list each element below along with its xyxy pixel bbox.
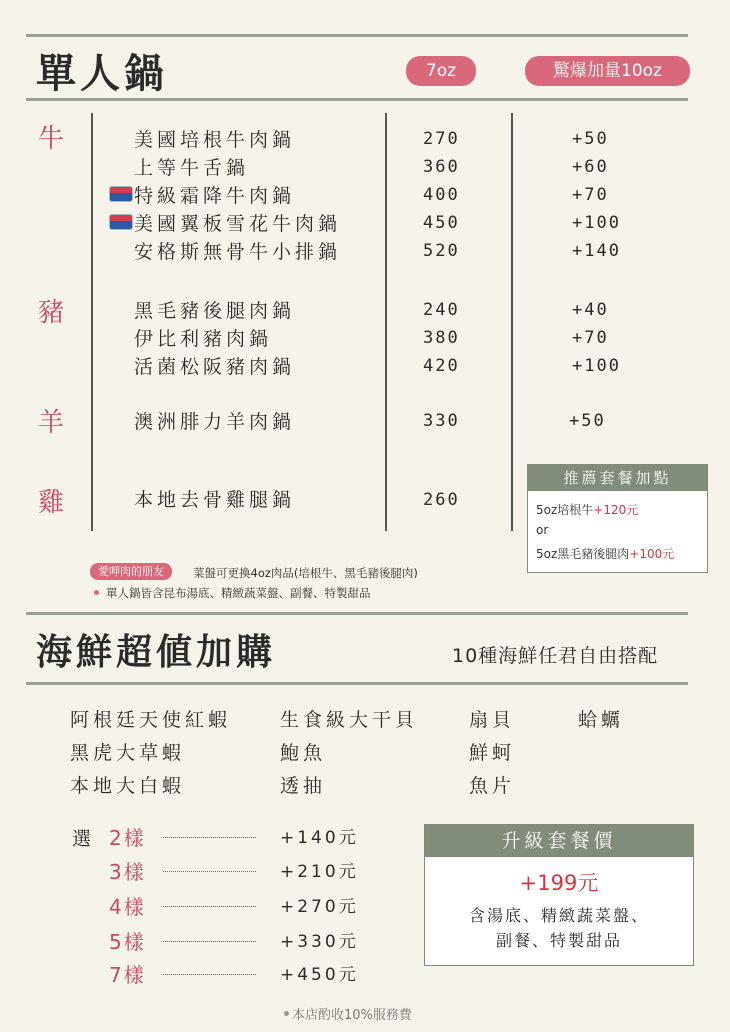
- option-price: +450元: [280, 965, 359, 985]
- menu-item-price: 240: [423, 300, 460, 320]
- menu-item-price: 330: [423, 411, 460, 431]
- menu-item-name: 上等牛舌鍋: [134, 157, 250, 179]
- menu-item-price: 520: [423, 241, 460, 261]
- recommend-price: +120元: [593, 503, 639, 517]
- menu-item-price: 400: [423, 185, 460, 205]
- menu-item-name: 特級霜降牛肉鍋: [134, 185, 296, 207]
- service-charge-note: 本店酌收10%服務費: [292, 1008, 412, 1023]
- seafood-subtitle: 10種海鮮任君自由搭配: [452, 645, 659, 667]
- usda-prime-icon: [109, 214, 133, 230]
- option-price: +210元: [280, 862, 359, 882]
- menu-item-upgrade: +140: [572, 241, 621, 261]
- note-2: 單人鍋皆含昆布湯底、精緻蔬菜盤、副餐、特製甜品: [106, 586, 371, 600]
- menu-item-name: 美國翼板雪花牛肉鍋: [134, 213, 342, 235]
- seafood-item: 生食級大干貝: [280, 709, 419, 731]
- menu-item-price: 420: [423, 356, 460, 376]
- recommend-line-1: [536, 501, 638, 518]
- menu-item-name: 伊比利豬肉鍋: [134, 328, 273, 350]
- menu-item-price: 380: [423, 328, 460, 348]
- usda-prime-icon: [109, 186, 133, 202]
- upgrade-title: 升級套餐價: [425, 825, 693, 857]
- dotted-leader: [163, 974, 256, 975]
- recommend-item: 5oz黑毛豬後腿肉: [536, 547, 630, 561]
- menu-item-name: 美國培根牛肉鍋: [134, 129, 296, 151]
- menu-item-name: 活菌松阪豬肉鍋: [134, 356, 296, 378]
- seafood-item: 阿根廷天使紅蝦: [70, 709, 232, 731]
- dotted-leader: [163, 837, 256, 838]
- upgrade-price: +199元: [519, 871, 599, 895]
- seafood-item: 鮑魚: [280, 742, 327, 764]
- option-price: +330元: [280, 932, 359, 952]
- menu-item-name: 黑毛豬後腿肉鍋: [134, 300, 296, 322]
- seafood-item: 扇貝: [469, 709, 516, 731]
- seafood-item: 魚片: [469, 775, 516, 797]
- category-beef: 牛: [38, 124, 65, 154]
- menu-item-upgrade: +70: [572, 328, 609, 348]
- menu-item-upgrade: +40: [572, 300, 609, 320]
- menu-item-price: 450: [423, 213, 460, 233]
- seafood-title: 海鮮超値加購: [36, 632, 277, 673]
- divider-right: [511, 113, 513, 531]
- menu-item-upgrade: +100: [572, 213, 621, 233]
- recommend-price: +100元: [629, 547, 675, 561]
- note-tag: 愛呷肉的朋友: [90, 563, 172, 580]
- option-qty: 5樣: [109, 930, 146, 954]
- recommend-line-2: [536, 545, 674, 562]
- bullet-icon: [94, 590, 99, 595]
- upgrade-line-1: 含湯底、精緻蔬菜盤、: [468, 906, 649, 925]
- recommend-item: 5oz培根牛: [536, 503, 594, 517]
- seafood-item: 鮮蚵: [469, 742, 516, 764]
- menu-item-upgrade: +50: [569, 411, 606, 431]
- option-qty: 2樣: [109, 826, 146, 850]
- menu-item-upgrade: +50: [572, 129, 609, 149]
- option-price: +140元: [280, 828, 359, 848]
- upgrade-line-2: 副餐、特製甜品: [495, 931, 622, 950]
- seafood-header-rule: [26, 682, 688, 685]
- category-lamb: 羊: [38, 408, 65, 438]
- col-7oz-pill: 7oz: [406, 56, 476, 86]
- col-upgrade-pill: 驚爆加量10oz: [525, 56, 690, 86]
- seafood-top-rule: [26, 612, 688, 615]
- dotted-leader: [163, 871, 256, 872]
- menu-item-name: 本地去骨雞腿鍋: [134, 489, 296, 511]
- option-qty: 7樣: [109, 963, 146, 987]
- option-qty: 4樣: [109, 895, 146, 919]
- option-qty: 3樣: [109, 860, 146, 884]
- seafood-item: 黑虎大草蝦: [70, 742, 186, 764]
- recommend-or: or: [536, 523, 549, 537]
- divider-left: [91, 113, 93, 531]
- menu-item-upgrade: +60: [572, 157, 609, 177]
- seafood-item: 蛤蠣: [578, 709, 625, 731]
- menu-item-price: 270: [423, 129, 460, 149]
- category-pork: 豬: [38, 298, 65, 328]
- dotted-leader: [163, 941, 256, 942]
- upgrade-box: [424, 824, 694, 966]
- header-rule: [26, 98, 688, 101]
- seafood-item: 透抽: [280, 775, 327, 797]
- option-price: +270元: [280, 897, 359, 917]
- seafood-item: 本地大白蝦: [70, 775, 186, 797]
- menu-item-upgrade: +70: [572, 185, 609, 205]
- category-chicken: 雞: [38, 488, 65, 518]
- menu-item-upgrade: +100: [572, 356, 621, 376]
- hotpot-title: 單人鍋: [36, 51, 168, 97]
- menu-item-price: 360: [423, 157, 460, 177]
- select-label: 選: [72, 828, 92, 850]
- top-rule: [26, 34, 688, 37]
- menu-item-name: 澳洲腓力羊肉鍋: [134, 411, 296, 433]
- note-1: 菜盤可更換4oz肉品(培根牛、黑毛豬後腿肉): [193, 566, 418, 580]
- bullet-icon: [284, 1011, 289, 1016]
- recommend-title: 推薦套餐加點: [528, 465, 707, 491]
- dotted-leader: [163, 906, 256, 907]
- menu-item-price: 260: [423, 490, 460, 510]
- divider-mid: [385, 113, 387, 531]
- recommend-box: [527, 464, 708, 573]
- menu-item-name: 安格斯無骨牛小排鍋: [134, 241, 342, 263]
